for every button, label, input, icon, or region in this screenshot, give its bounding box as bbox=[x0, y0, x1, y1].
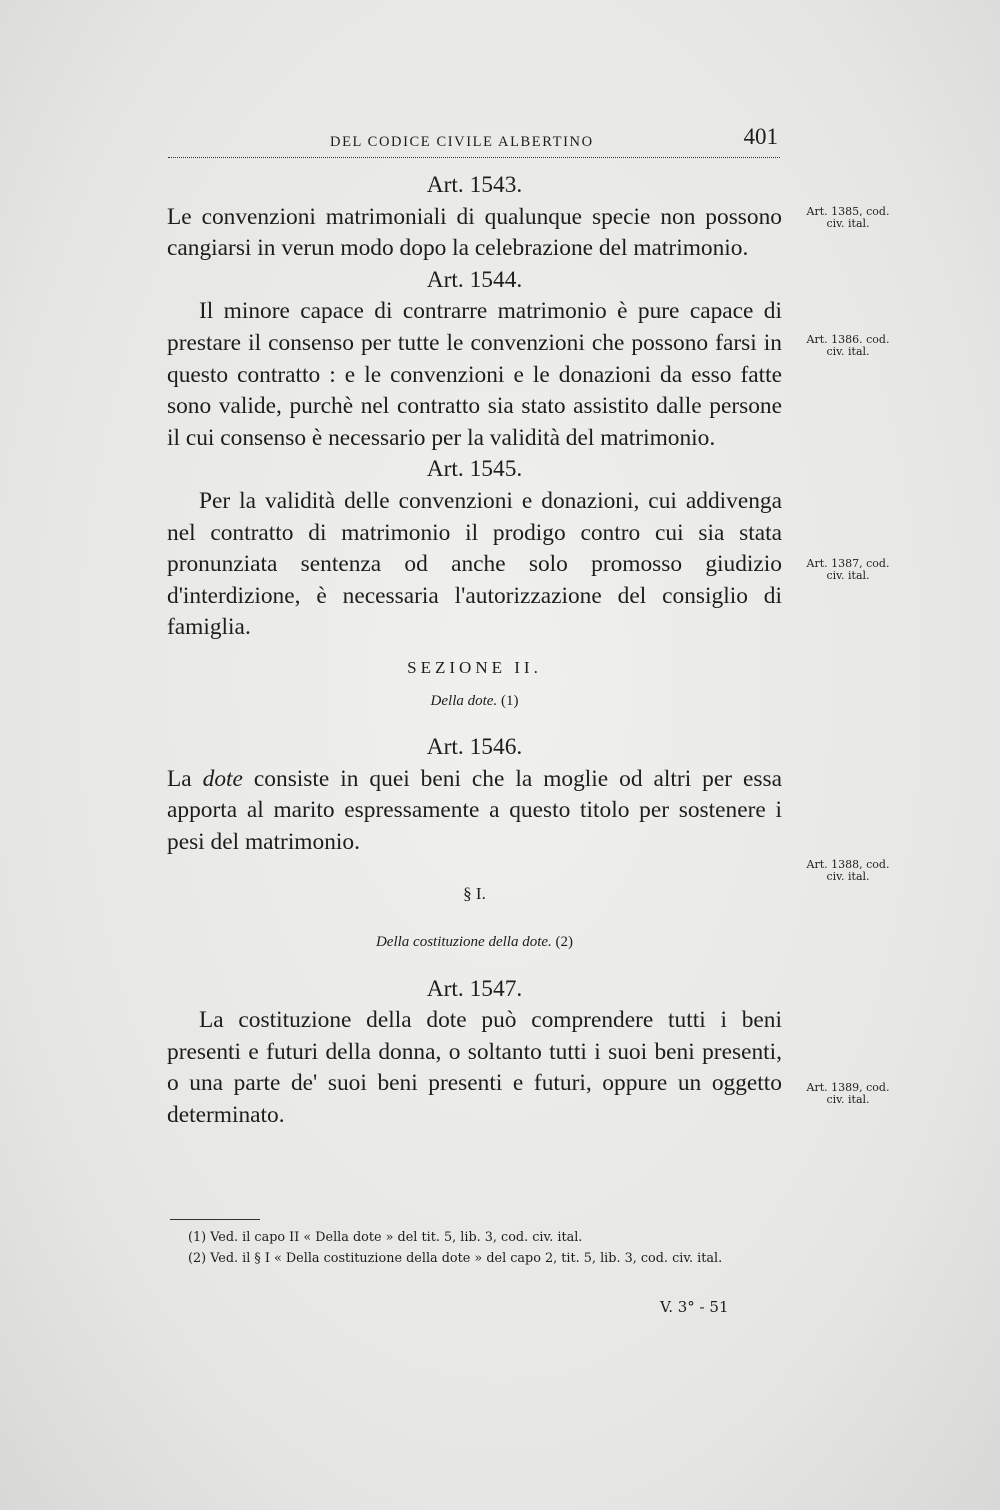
margin-note-1387: Art. 1387, cod. civ. ital. bbox=[806, 557, 890, 582]
footnote-1: (1) Ved. il capo II « Della dote » del tit. 5, lib. 3, cod. civ. ital. bbox=[188, 1230, 583, 1245]
margin-note-1386: Art. 1386. cod. civ. ital. bbox=[806, 333, 890, 358]
article-heading-1544: Art. 1544. bbox=[426, 266, 523, 293]
section-title: SEZIONE II. bbox=[407, 657, 542, 677]
footnote-2: (2) Ved. il § I « Della costituzione della dote » del capo 2, tit. 5, lib. 3, cod. civ. ital. bbox=[188, 1251, 723, 1266]
article-heading-1547: Art. 1547. bbox=[426, 975, 523, 1002]
article-heading-1546: Art. 1546. bbox=[426, 734, 523, 761]
article-text-1544: Il minore capace di contrarre matrimonio è pure capace di prestare il consenso per tutte le convenzioni che possono farsi in questo contratto : e le convenzioni e le donazioni da esso fatte sono valide, purchè nel contratto sia stato assistito dalle persone il cui consenso è necessario per la validità del matrimonio. bbox=[167, 298, 782, 451]
article-text-1543: Le convenzioni matrimoniali di qualunque specie non possono cangiarsi in verun modo dopo la celebrazione del matrimonio. bbox=[167, 203, 782, 262]
header-rule bbox=[168, 157, 780, 158]
article-1546-post: consiste in quei beni che la moglie od altri per essa apporta al marito espressamente a questo titolo per sostenere i pesi del matrimonio. bbox=[167, 765, 782, 855]
page-number: 401 bbox=[743, 124, 778, 149]
margin-note-1385: Art. 1385, cod. civ. ital. bbox=[806, 205, 890, 230]
margin-note-1389: Art. 1389, cod. civ. ital. bbox=[806, 1081, 890, 1106]
printer-signature: V. 3° - 51 bbox=[660, 1298, 729, 1316]
footnotes bbox=[172, 1227, 784, 1269]
footnote-rule bbox=[170, 1219, 260, 1220]
article-1546-pre: La bbox=[167, 765, 203, 792]
article-text-1546 bbox=[167, 764, 782, 859]
paragraph-footnote-ref: (2) bbox=[555, 934, 574, 951]
section-subtitle bbox=[167, 686, 782, 718]
header-title: DEL CODICE CIVILE ALBERTINO bbox=[330, 134, 594, 150]
article-1546-italic: dote bbox=[202, 765, 243, 792]
paragraph-symbol: § I. bbox=[463, 884, 486, 904]
paragraph-subtitle bbox=[167, 927, 782, 959]
article-text-1545: Per la validità delle convenzioni e donazioni, cui addivenga nel contratto di matrimonio il prodigo contro cui sia stata pronunziata sentenza od anche solo promosso giudizio d'interdizione, è necessaria l'autorizzazione del consiglio di famiglia. bbox=[167, 487, 782, 641]
article-heading-1543: Art. 1543. bbox=[426, 172, 523, 198]
paragraph-subtitle-text: Della costituzione della dote. bbox=[375, 934, 552, 951]
running-header bbox=[168, 122, 780, 156]
page-body bbox=[167, 170, 782, 1132]
margin-note-1388: Art. 1388, cod. civ. ital. bbox=[806, 858, 890, 883]
section-subtitle-text: Della dote. bbox=[430, 692, 498, 709]
article-text-1547: La costituzione della dote può comprendere tutti i beni presenti e futuri della donna, o soltanto tutti i suoi beni presenti, o una parte de' suoi beni presenti e futuri, oppure un oggetto determinato. bbox=[167, 1007, 782, 1129]
article-heading-1545: Art. 1545. bbox=[426, 456, 523, 483]
section-footnote-ref: (1) bbox=[500, 692, 519, 709]
